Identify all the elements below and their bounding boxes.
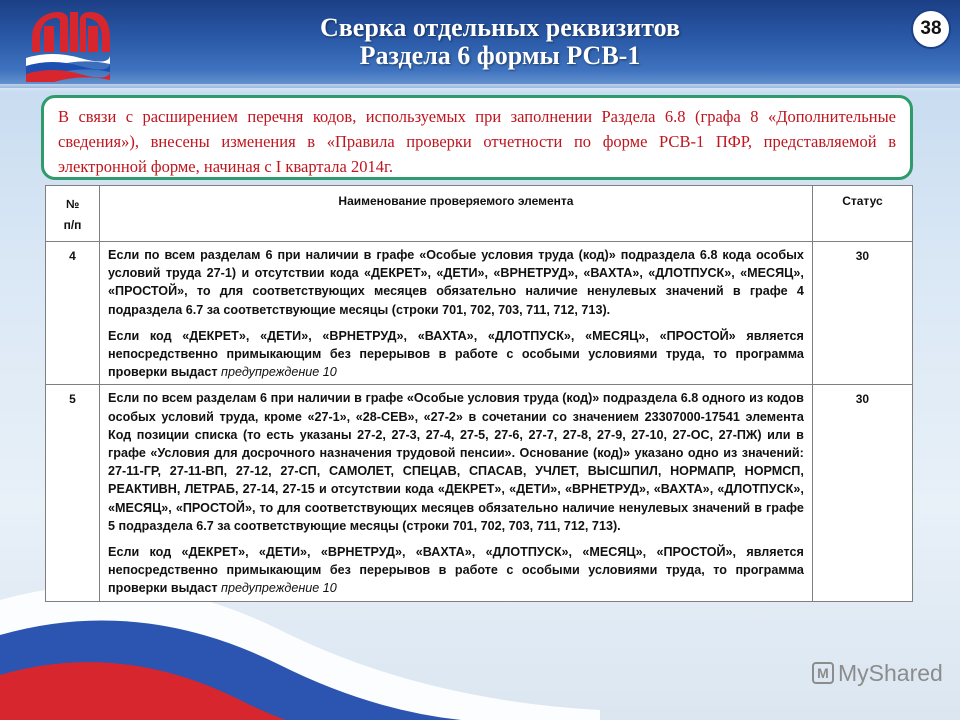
row-description bbox=[100, 385, 813, 601]
header-num-symbol: № bbox=[65, 197, 80, 211]
row-number: 4 bbox=[46, 242, 100, 385]
header-num bbox=[46, 186, 100, 242]
watermark-box-icon: M bbox=[812, 662, 834, 684]
row-warning-label: предупреждение 10 bbox=[221, 581, 337, 596]
row-status: 30 bbox=[812, 242, 912, 385]
table-row bbox=[46, 385, 913, 601]
row-rule-text: Если по всем разделам 6 при наличии в графе «Особые условия труда (код)» подраздела 6.8 кода особых условий труда 27-1) и отсутствии кода «ДЕКРЕТ», «ДЕТИ», «ВРНЕТРУД», «ВАХТА», «ДЛОТПУСК», «МЕСЯЦ», «ПРОСТОЙ», то для соответствующих месяцев обязательно наличие ненулевых значений в графе 4 подраздела 6.7 за соответствующие месяцы (строки 701, 702, 703, 711, 712, 713). bbox=[108, 248, 804, 317]
page-number-badge: 38 bbox=[911, 9, 951, 49]
row-exception-main: Если код «ДЕКРЕТ», «ДЕТИ», «ВРНЕТРУД», «ВАХТА», «ДЛОТПУСК», «МЕСЯЦ», «ПРОСТОЙ», является непосредственно примыкающим без перерывов в работе с особыми условиями труда, то программа проверки выдаст bbox=[108, 545, 804, 596]
title-line-2: Раздела 6 формы РСВ-1 bbox=[359, 41, 641, 70]
header-element-name: Наименование проверяемого элемента bbox=[100, 186, 813, 242]
header-shine bbox=[0, 84, 960, 92]
row-description bbox=[100, 242, 813, 385]
checks-table bbox=[45, 185, 913, 602]
row-warning-label: предупреждение 10 bbox=[221, 365, 337, 380]
row-rule-text: Если по всем разделам 6 при наличии в графе «Особые условия труда (код)» подраздела 6.8 одного из кодов особых условий труда, кроме «27-1», «28-СЕВ», «27-2» в сочетании со значением 23307000-17541 элемента Код позиции списка (то есть указаны 27-2, 27-3, 27-4, 27-5, 27-6, 27-7, 27-8, 27-9, 27-10, 27-ОС, 27-ПЖ) или в графе «Условия для досрочного назначения трудовой пенсии». Основание (код)» указано одно из значений: 27-11-ГР, 27-11-ВП, 27-12, 27-СП, САМОЛЕТ, СПЕЦАВ, СПАСАВ, УЧЛЕТ, ВЫСШПИЛ, НОРМАПР, НОРМСП, РЕАКТИВН, ЛЕТРАБ, 27-14, 27-15 и отсутствии кода «ДЕКРЕТ», «ДЕТИ», «ВРНЕТРУД», «ВАХТА», «ДЛОТПУСК», «МЕСЯЦ», «ПРОСТОЙ», то для соответствующих месяцев обязательно наличие ненулевых значений в графе 5 подраздела 6.7 за соответствующие месяцы (строки 701, 702, 703, 711, 712, 713). bbox=[108, 391, 804, 533]
row-exception-text bbox=[108, 543, 804, 598]
row-exception-main: Если код «ДЕКРЕТ», «ДЕТИ», «ВРНЕТРУД», «ВАХТА», «ДЛОТПУСК», «МЕСЯЦ», «ПРОСТОЙ» является непосредственно примыкающим без перерывов в работе с особыми условиями труда, то программа проверки выдаст bbox=[108, 328, 804, 380]
row-number: 5 bbox=[46, 385, 100, 601]
row-exception-text bbox=[108, 327, 804, 382]
header-num-pp: п/п bbox=[63, 218, 82, 232]
notice-box: В связи с расширением перечня кодов, используемых при заполнении Раздела 6.8 (графа 8 «Дополнительные сведения»), внесены изменения в «Правила проверки отчетности по форме РСВ-1 ПФР, представляемой в электронной форме, начиная с I квартала 2014г. bbox=[41, 95, 913, 180]
table-row bbox=[46, 242, 913, 385]
page-title bbox=[170, 14, 830, 70]
watermark bbox=[812, 658, 943, 688]
watermark-text: MyShared bbox=[838, 659, 943, 686]
table-header-row bbox=[46, 186, 913, 242]
header-status: Статус bbox=[812, 186, 912, 242]
row-status: 30 bbox=[812, 385, 912, 601]
title-line-1: Сверка отдельных реквизитов bbox=[319, 13, 681, 42]
pfr-logo-icon bbox=[22, 6, 112, 82]
